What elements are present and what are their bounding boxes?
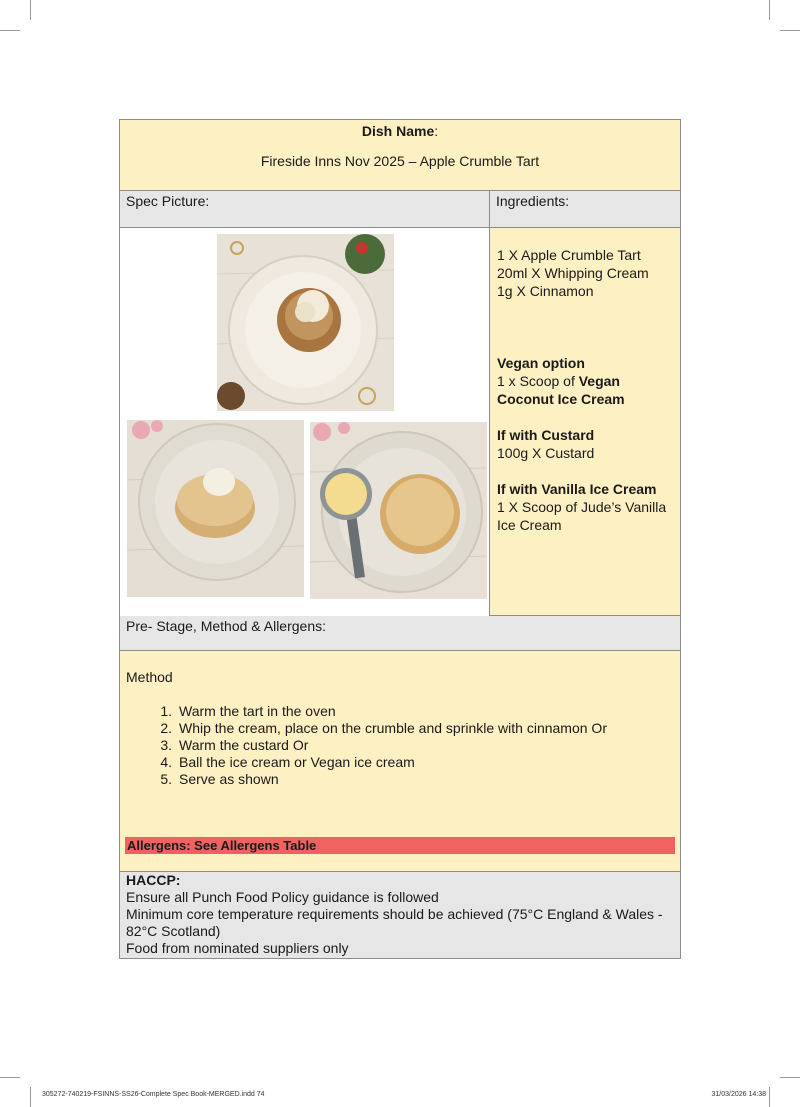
method-step: 4. Ball the ice cream or Vegan ice cream xyxy=(160,754,415,770)
spec-header-row xyxy=(120,191,680,228)
crop-mark xyxy=(30,0,31,20)
method-step: 1. Warm the tart in the oven xyxy=(160,703,336,719)
dish-name-row xyxy=(120,120,680,191)
crop-mark xyxy=(0,1077,20,1078)
crop-mark xyxy=(0,30,20,31)
method-step: 2. Whip the cream, place on the crumble and sprinkle with cinnamon Or xyxy=(160,720,607,736)
crop-mark xyxy=(30,1087,31,1107)
method-section xyxy=(120,651,680,871)
ingredients-list xyxy=(490,228,680,615)
dish-name-cell xyxy=(120,120,680,190)
pre-stage-header: Pre- Stage, Method & Allergens: xyxy=(126,618,326,634)
crop-mark xyxy=(769,0,770,20)
dish-name-heading: Dish Name: xyxy=(361,123,439,139)
method-step: 5. Serve as shown xyxy=(160,771,279,787)
footer-filename: 305272-740219-FSINNS-SS26-Complete Spec Book-MERGED.indd 74 xyxy=(42,1091,265,1098)
haccp-section xyxy=(120,872,680,958)
dish-title: Fireside Inns Nov 2025 – Apple Crumble Tart xyxy=(260,153,540,169)
ingredient-item: 20ml X Whipping Cream xyxy=(497,265,649,281)
ingredients-header: Ingredients: xyxy=(496,193,570,209)
crop-mark xyxy=(780,1077,800,1078)
vanilla-option-item: 1 X Scoop of Jude’s Vanilla Ice Cream xyxy=(497,499,667,533)
method-step: 3. Warm the custard Or xyxy=(160,737,309,753)
spec-body-row xyxy=(120,228,680,616)
method-row xyxy=(120,651,680,872)
haccp-line: Ensure all Punch Food Policy guidance is followed xyxy=(126,889,439,905)
custard-option-item: 100g X Custard xyxy=(497,445,595,461)
pre-stage-header-row xyxy=(120,616,680,651)
custard-option-title: If with Custard xyxy=(497,427,595,443)
footer-timestamp: 31/03/2026 14:38 xyxy=(711,1091,766,1098)
crop-mark xyxy=(780,30,800,31)
vegan-option-item: 1 x Scoop of Vegan Coconut Ice Cream xyxy=(497,373,625,407)
crop-mark xyxy=(769,1087,770,1107)
dish-photo-sideview xyxy=(127,420,304,597)
vegan-option-title: Vegan option xyxy=(497,355,585,371)
haccp-line: Minimum core temperature requirements should be achieved (75°C England & Wales - 82°C Scotland) xyxy=(126,906,663,939)
haccp-line: Food from nominated suppliers only xyxy=(126,940,349,956)
ingredient-item: 1 X Apple Crumble Tart xyxy=(497,247,641,263)
haccp-row xyxy=(120,872,680,958)
method-title: Method xyxy=(126,669,173,685)
dish-photo-custard xyxy=(310,422,487,599)
dish-photo-topview xyxy=(217,234,394,411)
allergens-banner: Allergens: See Allergens Table xyxy=(125,837,675,854)
spec-sheet xyxy=(119,119,681,959)
spec-picture-header: Spec Picture: xyxy=(120,191,490,227)
ingredient-item: 1g X Cinnamon xyxy=(497,283,594,299)
vanilla-option-title: If with Vanilla Ice Cream xyxy=(497,481,657,497)
method-steps xyxy=(150,703,607,788)
spec-pictures xyxy=(120,228,490,616)
haccp-title: HACCP: xyxy=(126,872,181,888)
